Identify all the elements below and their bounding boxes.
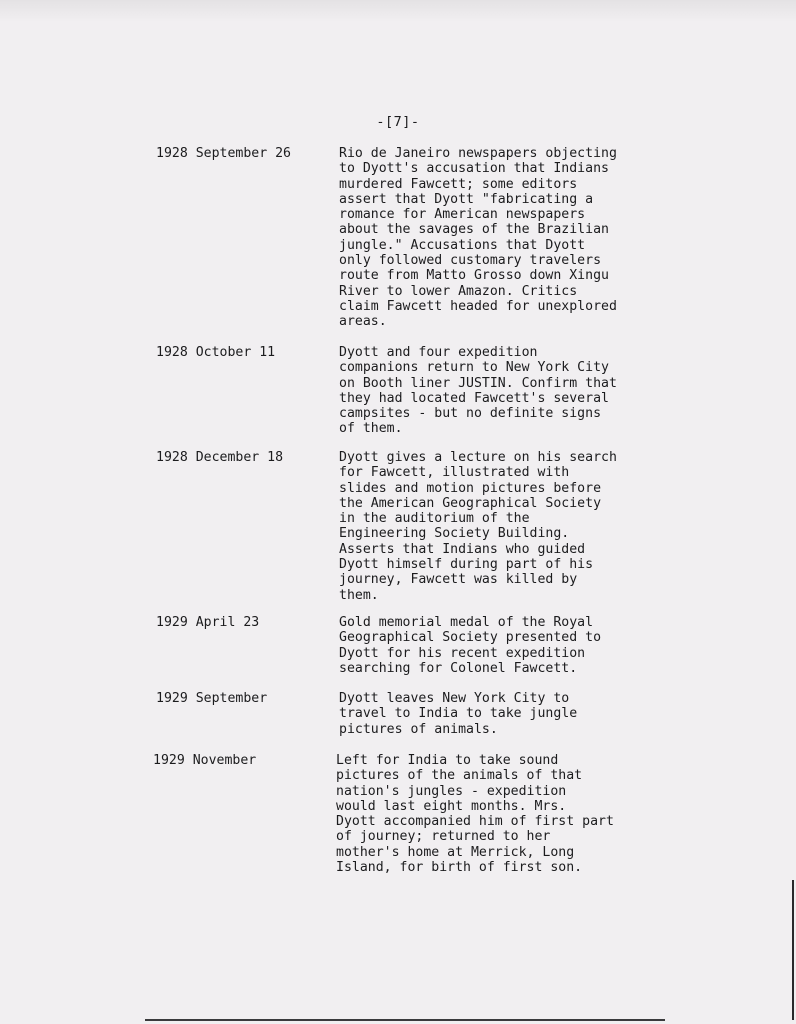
entry-line: murdered Fawcett; some editors bbox=[339, 176, 578, 192]
entry-line: nation's jungles - expedition bbox=[336, 783, 567, 799]
entry-line: companions return to New York City bbox=[339, 360, 609, 376]
entry-line: to Dyott's accusation that Indians bbox=[339, 161, 609, 177]
entry-line: only followed customary travelers bbox=[339, 253, 602, 269]
entry-line: Dyott and four expedition bbox=[339, 345, 538, 360]
entry-line: jungle." Accusations that Dyott bbox=[339, 237, 586, 253]
entry-description bbox=[339, 146, 669, 330]
entry-line: they had located Fawcett's several bbox=[339, 390, 609, 406]
entry-line: mother's home at Merrick, Long bbox=[336, 844, 575, 860]
entry-description bbox=[336, 753, 666, 875]
entry-line: in the auditorium of the bbox=[339, 511, 530, 527]
entry-line: route from Matto Grosso down Xingu bbox=[339, 268, 609, 284]
entry-line: journey, Fawcett was killed by bbox=[339, 572, 578, 588]
entry-date: 1929 September bbox=[156, 691, 268, 706]
entry-line: slides and motion pictures before bbox=[339, 480, 602, 496]
entry-line: River to lower Amazon. Critics bbox=[339, 283, 578, 299]
scan-edge-mark bbox=[792, 880, 794, 1020]
entry-description bbox=[339, 345, 669, 437]
entry-line: for Fawcett, illustrated with bbox=[339, 465, 570, 481]
entry-line: pictures of the animals of that bbox=[336, 768, 583, 784]
entry-line: Rio de Janeiro newspapers objecting bbox=[339, 146, 617, 161]
entry-line: would last eight months. Mrs. bbox=[336, 798, 567, 814]
entry-line: assert that Dyott "fabricating a bbox=[339, 191, 594, 207]
entry-line: Gold memorial medal of the Royal bbox=[339, 615, 594, 630]
entry-date: 1928 September 26 bbox=[156, 146, 291, 161]
entry-description bbox=[339, 691, 669, 737]
entry-date: 1929 April 23 bbox=[156, 615, 260, 630]
entry-line: Dyott accompanied him of first part bbox=[336, 814, 614, 830]
entry-line: on Booth liner JUSTIN. Confirm that bbox=[339, 375, 617, 391]
entry-line: searching for Colonel Fawcett. bbox=[339, 660, 578, 676]
entry-line: Dyott for his recent expedition bbox=[339, 645, 586, 661]
page-shadow bbox=[0, 0, 796, 22]
entry-line: Geographical Society presented to bbox=[339, 630, 602, 646]
entry-line: areas. bbox=[339, 314, 387, 330]
entry-line: claim Fawcett headed for unexplored bbox=[339, 298, 617, 314]
entry-line: Dyott himself during part of his bbox=[339, 557, 594, 573]
entry-description bbox=[339, 615, 669, 676]
entry-line: Island, for birth of first son. bbox=[336, 860, 583, 876]
entry-date: 1928 October 11 bbox=[156, 345, 276, 360]
entry-line: travel to India to take jungle bbox=[339, 706, 578, 722]
page-bottom-edge bbox=[145, 1019, 665, 1021]
entry-line: of them. bbox=[339, 421, 403, 437]
entry-line: Asserts that Indians who guided bbox=[339, 541, 586, 557]
entry-line: campsites - but no definite signs bbox=[339, 406, 602, 422]
entry-line: Left for India to take sound bbox=[336, 753, 559, 768]
entry-date: 1929 November bbox=[153, 753, 257, 768]
entry-line: Engineering Society Building. bbox=[339, 526, 570, 542]
entry-line: pictures of animals. bbox=[339, 721, 498, 737]
entry-line: Dyott leaves New York City to bbox=[339, 691, 570, 706]
entry-description bbox=[339, 450, 669, 603]
entry-line: them. bbox=[339, 587, 379, 603]
page-number: -[7]- bbox=[376, 114, 420, 130]
entry-line: of journey; returned to her bbox=[336, 829, 551, 845]
entry-date: 1928 December 18 bbox=[156, 450, 284, 465]
entry-line: romance for American newspapers bbox=[339, 207, 586, 223]
entry-line: the American Geographical Society bbox=[339, 495, 602, 511]
entry-line: about the savages of the Brazilian bbox=[339, 222, 609, 238]
entry-line: Dyott gives a lecture on his search bbox=[339, 450, 617, 465]
